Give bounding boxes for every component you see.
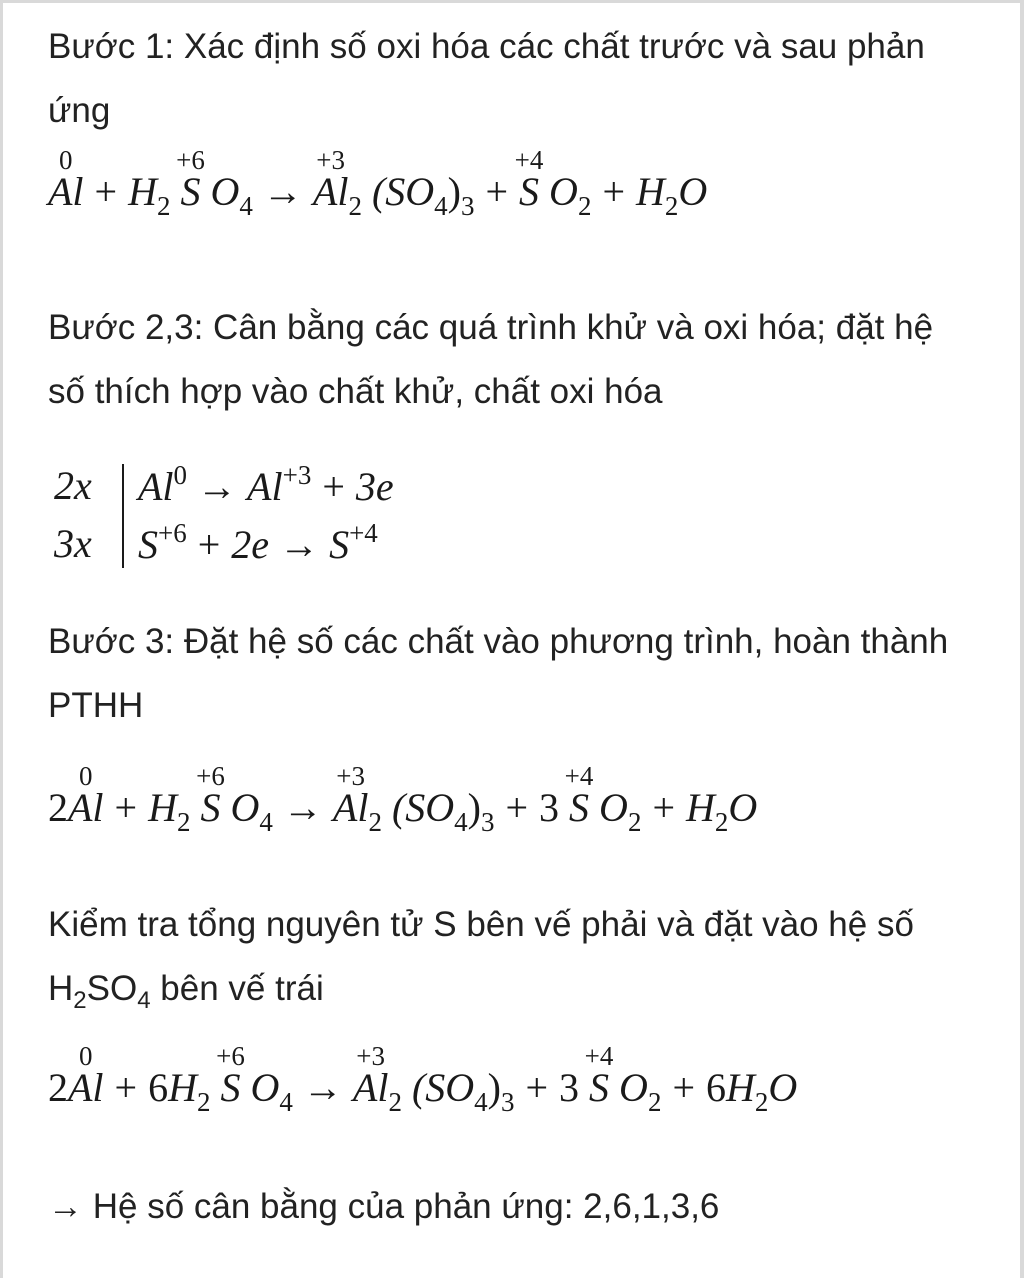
check-paragraph: Kiểm tra tổng nguyên tử S bên vế phải và đặt vào hệ số $H_2SO_4$ bên vế trái [48,905,914,1014]
equation-partial-balance: 2 0 $Al + H_2$ +6 S $O_4$ → +3 $Al_2$ $(SO_4)_3 + 3$ +4 S $O_2 + H_2O$ [48,761,758,837]
conclusion: → Hệ số cân bằng của phản ứng: 2,6,1,3,6 [48,1187,720,1226]
half-reaction-reduction: 3x $S^{+6} + 2e \to S^{+4}$ [54,518,378,567]
top-edge [0,0,1024,3]
half-reaction-oxidation: 2x $Al^0 \to Al^{+3} + 3e$ [54,460,394,509]
step23-heading: Bước 2,3: Cân bằng các quá trình khử và oxi hóa; đặt hệ số thích hợp vào chất khử, chất oxi hóa [48,308,934,411]
step1-heading: Bước 1: Xác định số oxi hóa các chất trước và sau phản ứng [48,27,925,130]
equation-oxidation-states: 0 $Al + H_2$ +6 S $O_4$ → +3 $Al_2$ $(SO_4)_3$ + +4 S $O_2 + H_2O$ [48,145,708,221]
step3-heading: Bước 3: Đặt hệ số các chất vào phương trình, hoàn thành PTHH [48,622,949,725]
right-edge [1020,0,1024,1278]
half-reactions [54,456,394,572]
half-reaction-divider [122,464,124,568]
left-edge [0,0,3,1278]
equation-balanced: 2 0 $Al + 6H_2$ +6 S $O_4$ → +3 $Al_2$ $(SO_4)_3 + 3$ +4 S $O_2 + 6H_2O$ [48,1041,798,1117]
